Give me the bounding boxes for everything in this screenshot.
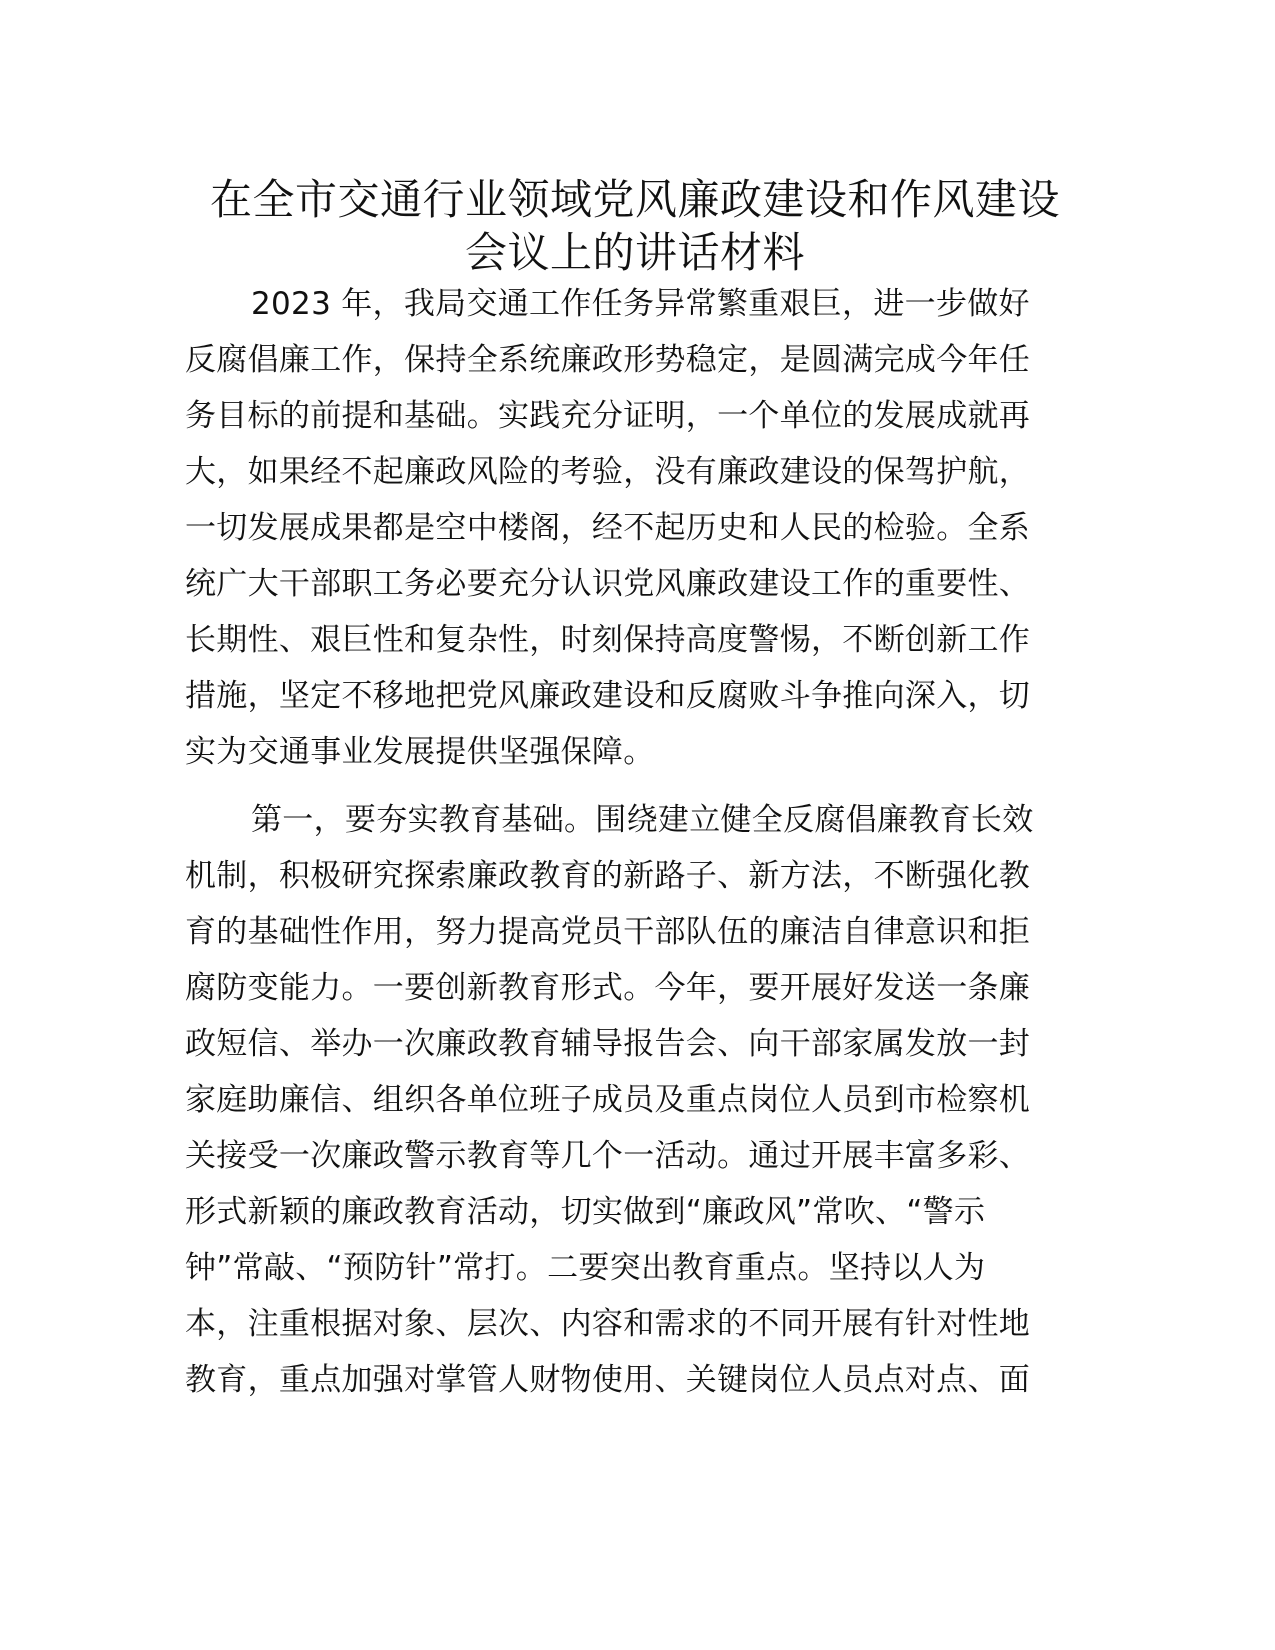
paragraph-2-line-8: 形式新颖的廉政教育活动，切实做到“廉政风”常吹、“警示: [185, 1194, 986, 1230]
paragraph-2-line-5: 政短信、举办一次廉政教育辅导报告会、向干部家属发放一封: [185, 1026, 1031, 1062]
paragraph-1-line-2: 反腐倡廉工作，保持全系统廉政形势稳定，是圆满完成今年任: [185, 342, 1031, 378]
paragraph-2-line-2: 机制，积极研究探索廉政教育的新路子、新方法，不断强化教: [185, 858, 1031, 894]
paragraph-2-line-10: 本，注重根据对象、层次、内容和需求的不同开展有针对性地: [185, 1306, 1031, 1342]
paragraph-1-line-8: 措施，坚定不移地把党风廉政建设和反腐败斗争推向深入，切: [185, 678, 1031, 714]
paragraph-1-line-1: 2023 年，我局交通工作任务异常繁重艰巨，进一步做好: [251, 286, 1030, 322]
paragraph-1-line-3: 务目标的前提和基础。实践充分证明，一个单位的发展成就再: [185, 398, 1031, 434]
paragraph-1: [185, 286, 1080, 790]
paragraph-1-line-9: 实为交通事业发展提供坚强保障。: [185, 734, 655, 770]
title-line-1: 在全市交通行业领域党风廉政建设和作风建设: [209, 175, 1060, 225]
document-body: [185, 286, 1080, 1418]
paragraph-1-line-6: 统广大干部职工务必要充分认识党风廉政建设工作的重要性、: [185, 566, 1031, 602]
paragraph-2-line-1: 第一，要夯实教育基础。围绕建立健全反腐倡廉教育长效: [251, 802, 1034, 838]
title-line-2: 会议上的讲话材料: [464, 228, 805, 278]
paragraph-2-line-4: 腐防变能力。一要创新教育形式。今年，要开展好发送一条廉: [185, 970, 1031, 1006]
paragraph-2-line-9: 钟”常敲、“预防针”常打。二要突出教育重点。坚持以人为: [185, 1250, 986, 1286]
paragraph-1-line-5: 一切发展成果都是空中楼阁，经不起历史和人民的检验。全系: [185, 510, 1031, 546]
paragraph-1-line-7: 长期性、艰巨性和复杂性，时刻保持高度警惕，不断创新工作: [185, 622, 1031, 658]
paragraph-2: [185, 802, 1080, 1418]
paragraph-2-line-6: 家庭助廉信、组织各单位班子成员及重点岗位人员到市检察机: [185, 1082, 1031, 1118]
paragraph-gap: [185, 790, 1080, 802]
paragraph-2-line-11: 教育，重点加强对掌管人财物使用、关键岗位人员点对点、面: [185, 1362, 1031, 1398]
paragraph-2-line-3: 育的基础性作用，努力提高党员干部队伍的廉洁自律意识和拒: [185, 914, 1031, 950]
paragraph-1-line-4: 大，如果经不起廉政风险的考验，没有廉政建设的保驾护航，: [185, 454, 1031, 490]
document-title: [160, 173, 1110, 279]
paragraph-2-line-7: 关接受一次廉政警示教育等几个一活动。通过开展丰富多彩、: [185, 1138, 1031, 1174]
